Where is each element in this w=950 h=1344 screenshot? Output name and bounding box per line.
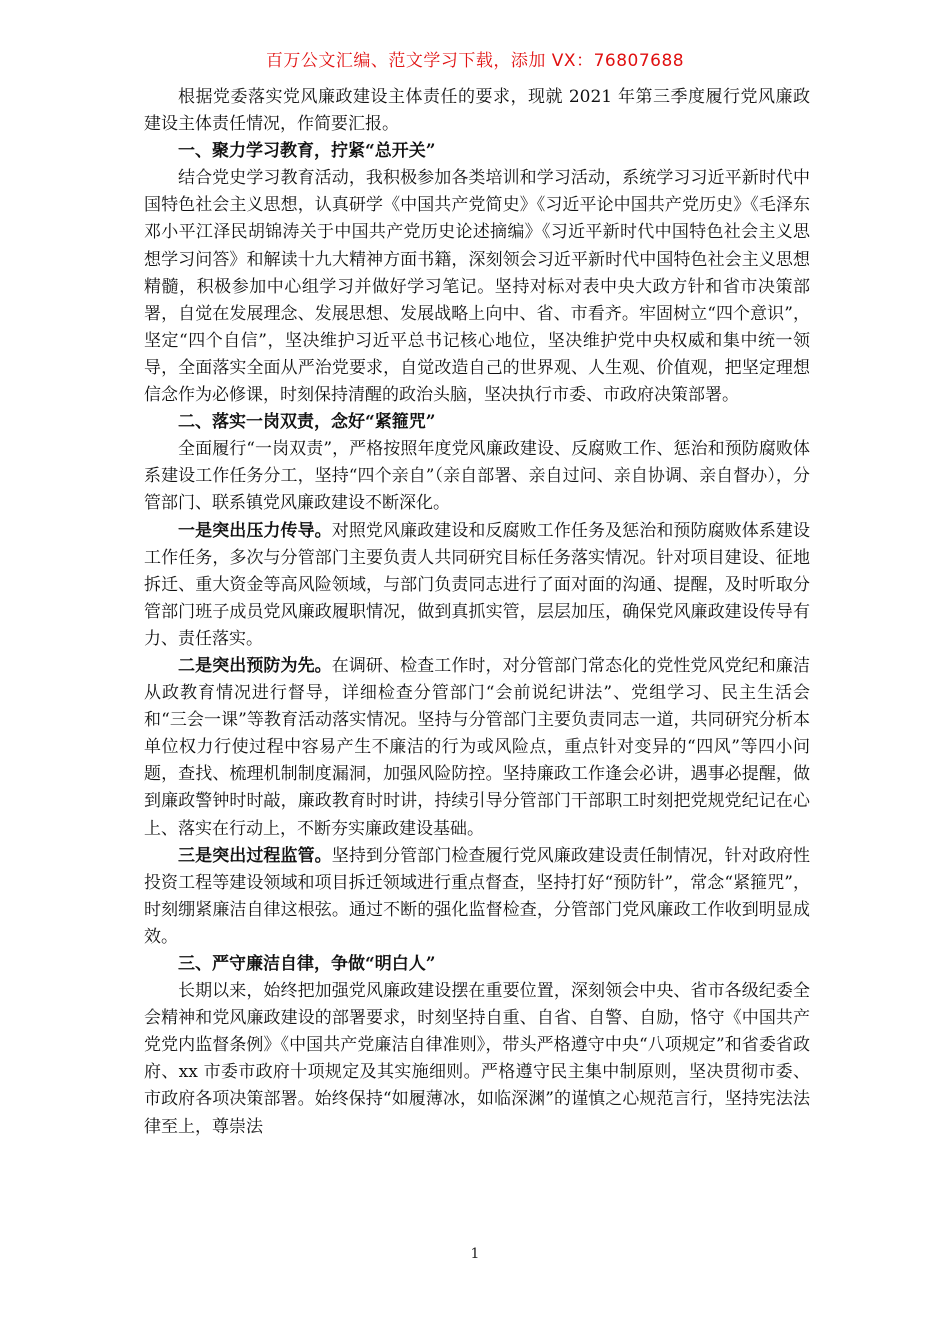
section-2-item-2 [144, 653, 810, 843]
section-2-heading: 二、落实一岗双责，念好“紧箍咒” [178, 412, 436, 433]
section-1-paragraph: 结合党史学习教育活动，我积极参加各类培训和学习活动，系统学习习近平新时代中国特色社会主义思想，认真研学《中国共产党简史》《习近平论中国共产党历史》《毛泽东邓小平江泽民胡锦涛关于中国共产党历史论述摘编》《习近平新时代中国特色社会主义思想学习问答》和解读十九大精神方面书籍，深刻领会习近平新时代中国特色社会主义思想精髓，积极参加中心组学习并做好学习笔记。坚持对标对表中央大政方针和省市决策部署，自觉在发展理念、发展思想、发展战略上向中、省、市看齐。牢固树立“四个意识”，坚定“四个自信”，坚决维护习近平总书记核心地位，坚决维护党中央权威和集中统一领导，全面落实全面从严治党要求，自觉改造自己的世界观、人生观、价值观，把坚定理想信念作为必修课，时刻保持清醒的政治头脑，坚决执行市委、市政府决策部署。 [144, 168, 810, 406]
item-3-body: 坚持到分管部门检查履行党风廉政建设责任制情况，针对政府性投资工程等建设领域和项目拆迁领域进行重点督查，坚持打好“预防针”，常念“紧箍咒”，时刻绷紧廉洁自律这根弦。通过不断的强化监督检查，分管部门党风廉政工作收到明显成效。 [144, 845, 810, 947]
section-3-paragraph: 长期以来，始终把加强党风廉政建设摆在重要位置，深刻领会中央、省市各级纪委全会精神和党风廉政建设的部署要求，时刻坚持自重、自省、自警、自励，恪守《中国共产党党内监督条例》《中国共产党廉洁自律准则》，带头严格遵守中央“八项规定”和省委省政府、xx 市委市政府十项规定及其实施细则。严格遵守民主集中制原则，坚决贯彻市委、市政府各项决策部署。始终保持“如履薄冰，如临深渊”的谨慎之心规范言行，坚持宪法法律至上，尊崇法 [144, 981, 810, 1137]
section-1-heading: 一、聚力学习教育，拧紧“总开关” [178, 141, 436, 162]
section-3-heading: 三、严守廉洁自律，争做“明白人” [178, 954, 436, 974]
item-1-lead: 一是突出压力传导。 [178, 520, 332, 541]
section-2-paragraph: 全面履行“一岗双责”，严格按照年度党风廉政建设、反腐败工作、惩治和预防腐败体系建设工作任务分工，坚持“四个亲自”（亲自部署、亲自过问、亲自协调、亲自督办），分管部门、联系镇党风廉政建设不断深化。 [144, 439, 810, 514]
intro-paragraph: 根据党委落实党风廉政建设主体责任的要求，现就 2021 年第三季度履行党风廉政建设主体责任情况，作简要汇报。 [144, 87, 810, 135]
section-2-item-1 [144, 518, 810, 653]
page-number: 1 [470, 1246, 480, 1262]
item-3-lead: 三是突出过程监管。 [178, 845, 332, 866]
item-2-body: 在调研、检查工作时，对分管部门常态化的党性党风党纪和廉洁从政教育情况进行督导，详细检查分管部门“会前说纪讲法”、党组学习、民主生活会和“三会一课”等教育活动落实情况。坚持与分管部门主要负责同志一道，共同研究分析本单位权力行使过程中容易产生不廉洁的行为或风险点，重点针对变异的“四风”等四小问题，查找、梳理机制制度漏洞，加强风险防控。坚持廉政工作逢会必讲，遇事必提醒，做到廉政警钟时时敲，廉政教育时时讲，持续引导分管部门干部职工时刻把党规党纪记在心上、落实在行动上，不断夯实廉政建设基础。 [144, 655, 810, 839]
item-2-lead: 二是突出预防为先。 [178, 655, 332, 676]
item-1-body: 对照党风廉政建设和反腐败工作任务及惩治和预防腐败体系建设工作任务，多次与分管部门主要负责人共同研究目标任务落实情况。针对项目建设、征地拆迁、重大资金等高风险领域，与部门负责同志进行了面对面的沟通、提醒，及时听取分管部门班子成员党风廉政履职情况，做到真抓实管，层层加压，确保党风廉政建设传导有力、责任落实。 [144, 520, 810, 649]
promo-header: 百万公文汇编、范文学习下载，添加 VX：76807688 [265, 51, 685, 71]
document-body [144, 84, 810, 1141]
section-2-item-3 [144, 843, 810, 951]
